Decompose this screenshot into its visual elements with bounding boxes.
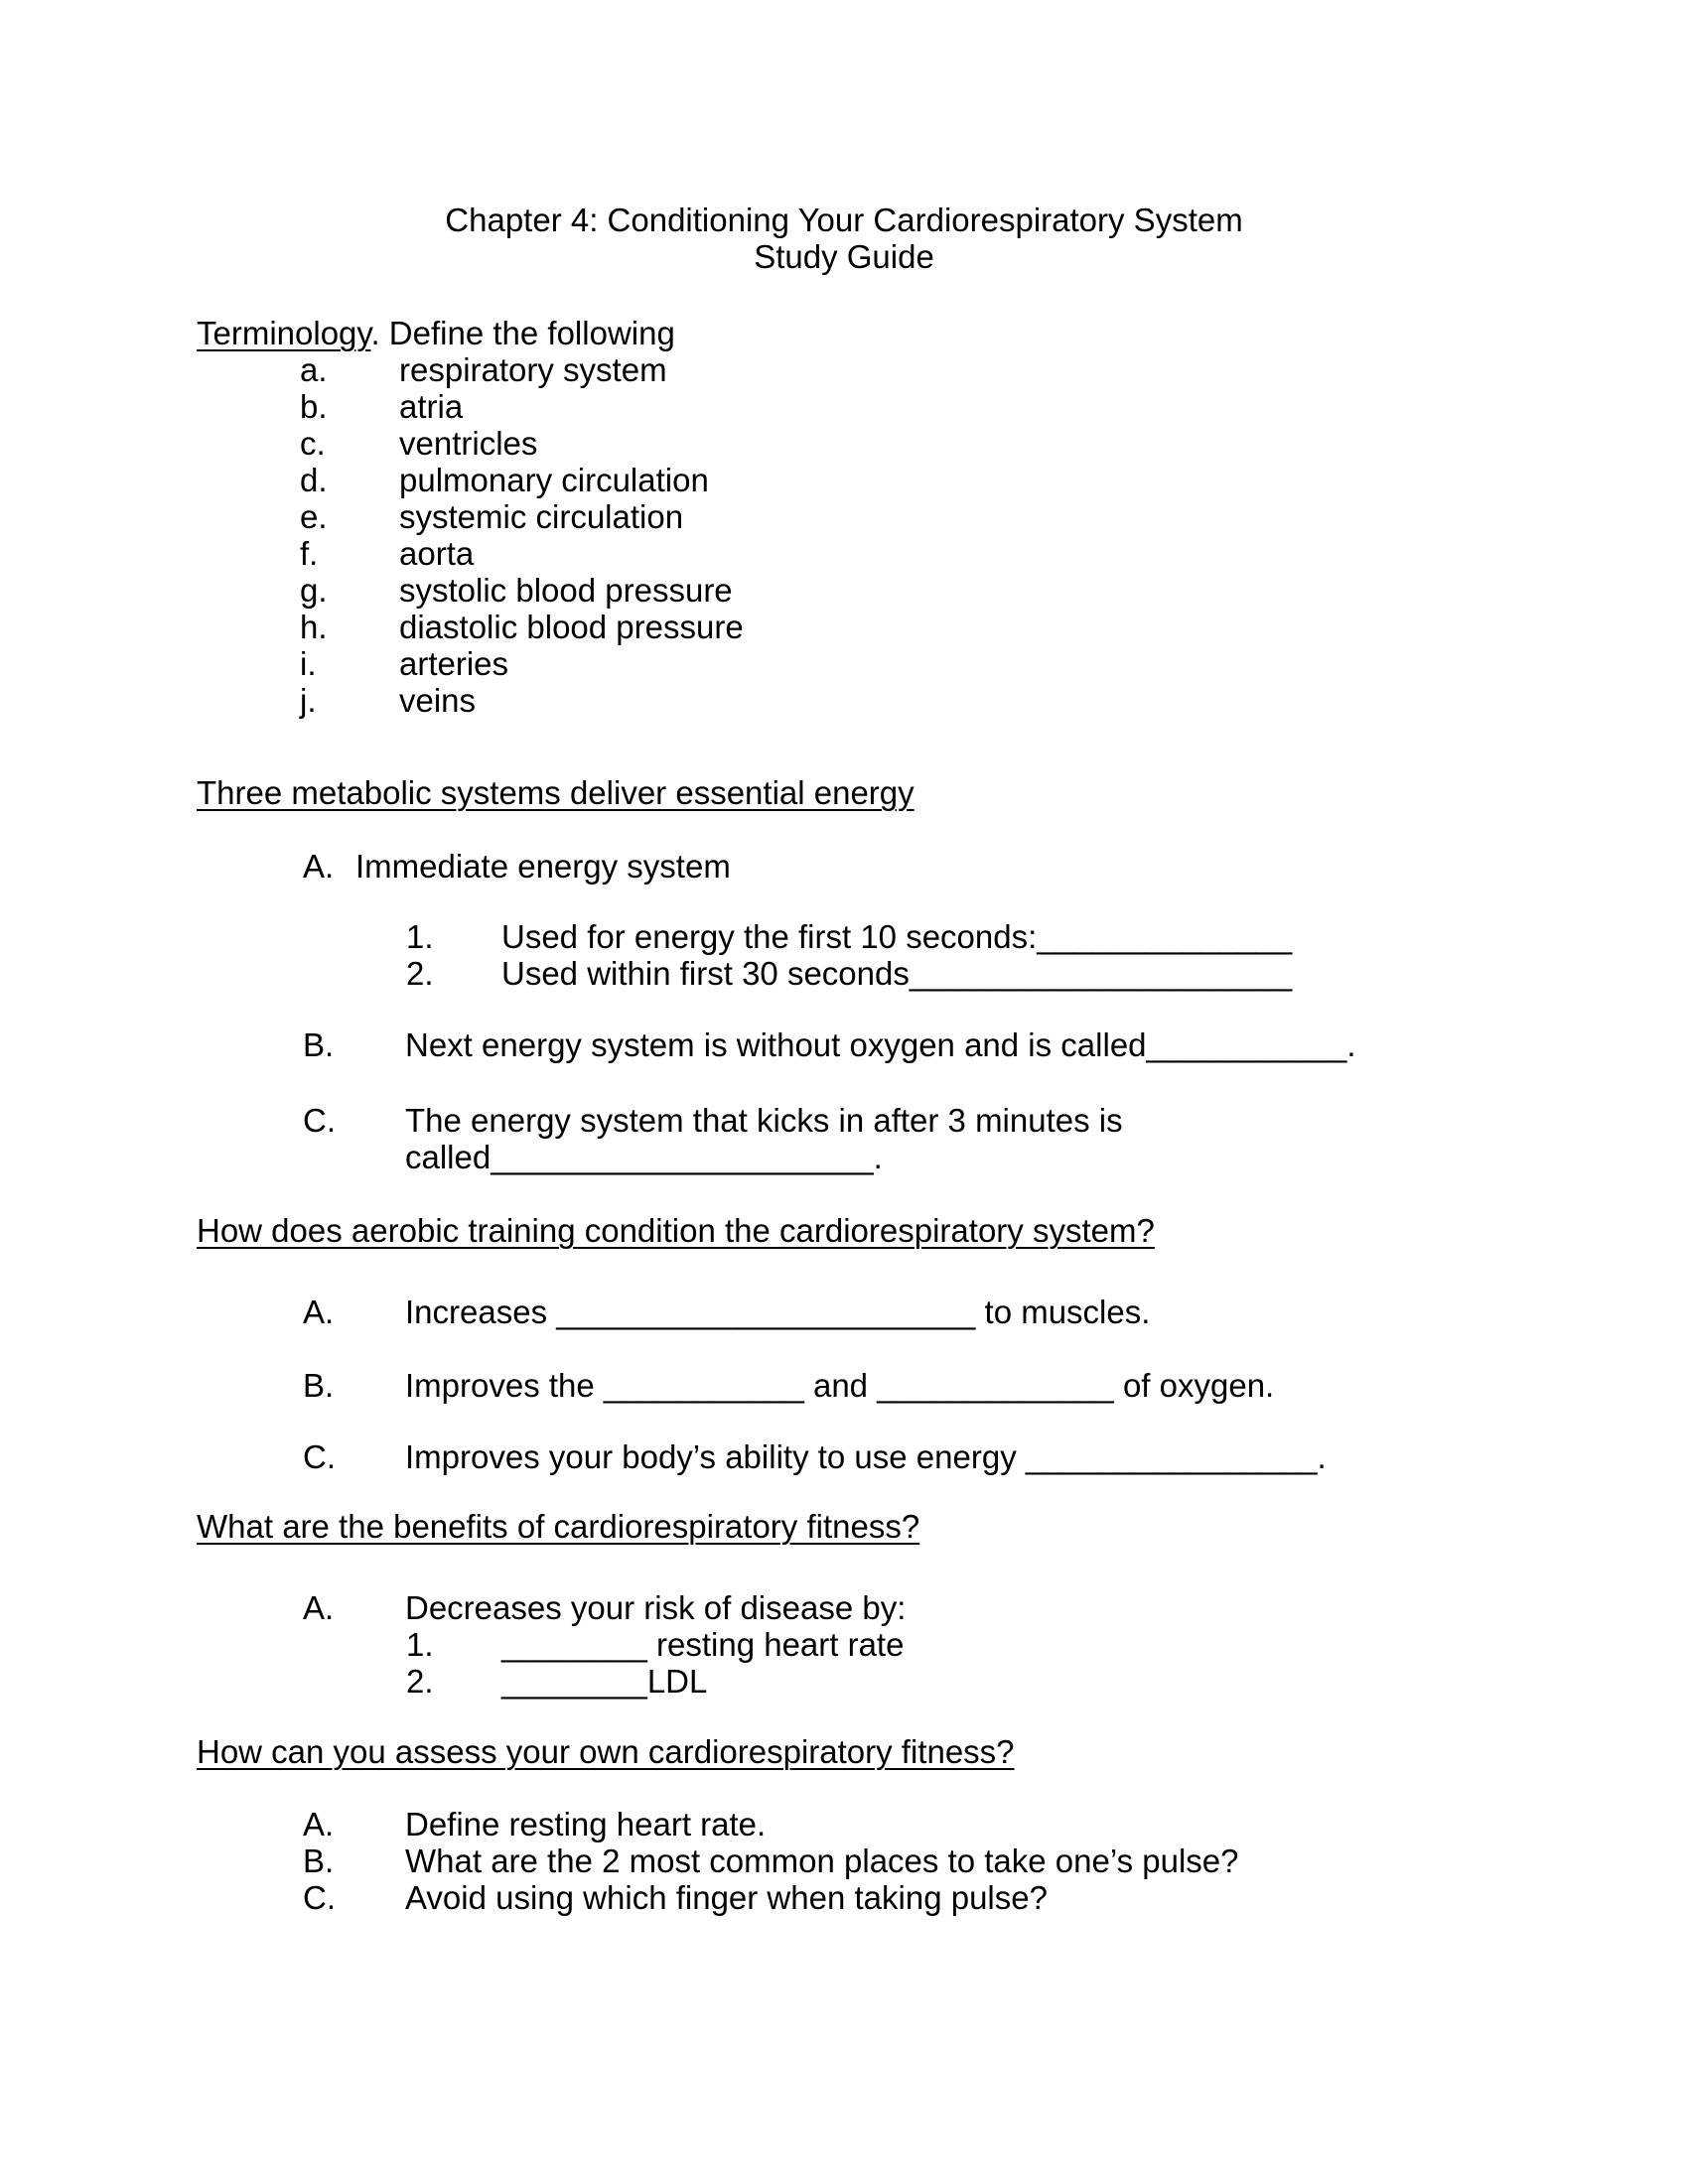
item-letter: B. xyxy=(303,1367,335,1404)
item-number: 2. xyxy=(406,955,434,992)
list-item-letter: a. xyxy=(300,351,328,388)
item-letter: A. xyxy=(303,1294,335,1330)
list-item xyxy=(0,645,1688,682)
aerobic-heading xyxy=(0,1212,1688,1249)
benefits-sub-2 xyxy=(0,1663,1688,1700)
list-item-term: veins xyxy=(399,682,477,719)
terminology-list xyxy=(0,351,1688,719)
metabolic-sub-2 xyxy=(0,955,1688,992)
item-text-with-blank: ________LDL xyxy=(501,1663,708,1700)
item-text-with-blank: Used for energy the first 10 seconds:______________ xyxy=(501,918,1293,955)
list-item-letter: g. xyxy=(300,572,328,609)
benefits-item-a xyxy=(0,1589,1688,1626)
assess-item-b xyxy=(0,1843,1688,1879)
item-text: Decreases your risk of disease by: xyxy=(405,1589,907,1626)
benefits-heading-text: What are the benefits of cardiorespiratory fitness? xyxy=(197,1508,920,1545)
item-text-with-blank: Improves the ___________ and _____________ of oxygen. xyxy=(405,1367,1275,1404)
benefits-sub-1 xyxy=(0,1626,1688,1663)
item-text-with-blank: Next energy system is without oxygen and is called___________. xyxy=(405,1026,1356,1063)
item-text-with-blank: Used within first 30 seconds_____________________ xyxy=(501,955,1293,992)
list-item xyxy=(0,572,1688,609)
item-text: Define resting heart rate. xyxy=(405,1806,767,1843)
list-item-term: diastolic blood pressure xyxy=(399,609,744,645)
list-item xyxy=(0,535,1688,572)
list-item-letter: d. xyxy=(300,462,328,498)
metabolic-sub-1 xyxy=(0,918,1688,955)
list-item xyxy=(0,609,1688,645)
list-item-letter: c. xyxy=(300,425,326,462)
metabolic-item-c-line2 xyxy=(0,1139,1688,1175)
list-item-term: respiratory system xyxy=(399,351,667,388)
assess-item-a xyxy=(0,1806,1688,1843)
list-item-letter: h. xyxy=(300,609,328,645)
item-letter: B. xyxy=(303,1843,335,1879)
item-letter: C. xyxy=(303,1438,336,1475)
item-text: What are the 2 most common places to take one’s pulse? xyxy=(405,1843,1239,1879)
metabolic-item-c-line1 xyxy=(0,1102,1688,1139)
assess-item-c xyxy=(0,1879,1688,1916)
list-item-letter: e. xyxy=(300,498,328,535)
list-item-term: ventricles xyxy=(399,425,538,462)
list-item-term: atria xyxy=(399,388,464,425)
aerobic-heading-text: How does aerobic training condition the cardiorespiratory system? xyxy=(197,1212,1155,1249)
document-title-line1: Chapter 4: Conditioning Your Cardiorespiratory System xyxy=(445,202,1243,238)
item-letter: A. xyxy=(303,848,335,885)
list-item xyxy=(0,498,1688,535)
item-letter: A. xyxy=(303,1806,335,1843)
item-text-with-blank: Improves your body’s ability to use energy ________________. xyxy=(405,1438,1327,1475)
document-title xyxy=(0,202,1688,275)
item-letter: B. xyxy=(303,1026,335,1063)
item-number: 1. xyxy=(406,918,434,955)
list-item xyxy=(0,462,1688,498)
benefits-heading xyxy=(0,1508,1688,1545)
item-text: The energy system that kicks in after 3 minutes is xyxy=(405,1102,1123,1139)
metabolic-item-a xyxy=(0,848,1688,885)
list-item-term: aorta xyxy=(399,535,475,572)
terminology-heading-underlined: Terminology xyxy=(197,315,371,351)
aerobic-item-b xyxy=(0,1367,1688,1404)
item-letter: C. xyxy=(303,1102,336,1139)
list-item xyxy=(0,425,1688,462)
list-item-letter: b. xyxy=(300,388,328,425)
item-letter: C. xyxy=(303,1879,336,1916)
list-item xyxy=(0,351,1688,388)
item-letter: A. xyxy=(303,1589,335,1626)
item-text-with-blank: ________ resting heart rate xyxy=(501,1626,905,1663)
metabolic-heading-text: Three metabolic systems deliver essential energy xyxy=(197,774,914,811)
item-text: Immediate energy system xyxy=(355,848,731,885)
item-number: 1. xyxy=(406,1626,434,1663)
list-item-letter: j. xyxy=(300,682,317,719)
list-item xyxy=(0,682,1688,719)
item-number: 2. xyxy=(406,1663,434,1700)
list-item-letter: i. xyxy=(300,645,317,682)
item-text-with-blank: Increases _______________________ to muscles. xyxy=(405,1294,1151,1330)
list-item-term: systolic blood pressure xyxy=(399,572,733,609)
metabolic-heading xyxy=(0,774,1688,811)
list-item-term: pulmonary circulation xyxy=(399,462,709,498)
list-item-term: systemic circulation xyxy=(399,498,684,535)
list-item-term: arteries xyxy=(399,645,509,682)
item-text: Avoid using which finger when taking pulse? xyxy=(405,1879,1048,1916)
aerobic-item-a xyxy=(0,1294,1688,1330)
item-text-with-blank: called_____________________. xyxy=(405,1139,883,1175)
document-title-line2: Study Guide xyxy=(754,238,934,275)
terminology-heading-rest: . Define the following xyxy=(370,315,675,351)
list-item xyxy=(0,388,1688,425)
assess-heading-text: How can you assess your own cardiorespiratory fitness? xyxy=(197,1733,1015,1770)
terminology-heading xyxy=(0,315,1688,351)
aerobic-item-c xyxy=(0,1438,1688,1475)
assess-heading xyxy=(0,1733,1688,1770)
metabolic-item-b xyxy=(0,1026,1688,1063)
list-item-letter: f. xyxy=(300,535,319,572)
